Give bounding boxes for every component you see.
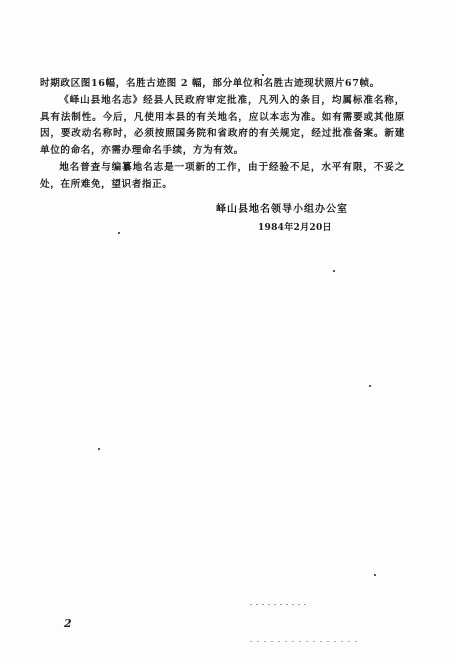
scan-speck <box>374 574 376 576</box>
scan-speck <box>98 448 100 450</box>
scan-dash <box>250 641 360 642</box>
scan-speck <box>118 232 120 234</box>
signature-office: 峄山县地名领导小组办公室 <box>216 204 348 215</box>
scan-dash <box>250 604 310 605</box>
page-number: 2 <box>64 617 72 630</box>
paragraph-3: 地名普查与编纂地名志是一项新的工作，由于经验不足，水平有限，不妥之处，在所难免，望识者指正。 <box>40 161 405 190</box>
paragraph-1: 时期政区图16幅，名胜古迹图 2 幅，部分单位和名胜古迹现状照片67帧。 <box>40 78 380 89</box>
scan-speck <box>369 385 371 387</box>
scan-speck <box>262 74 264 76</box>
body-text <box>40 76 405 194</box>
signature-date: 1984年2月20日 <box>258 223 332 233</box>
paragraph-2: 《峄山县地名志》经县人民政府审定批准，凡列入的条目，均属标准名称，具有法制性。今后，凡使用本县的有关地名，应以本志为准。如有需要或其他原因，要改动名称时，必须按照国务院和省政府的有关规定，经过批准备案。新建单位的命名，亦需办理命名手续，方为有效。 <box>40 94 405 157</box>
scan-speck <box>333 270 335 272</box>
